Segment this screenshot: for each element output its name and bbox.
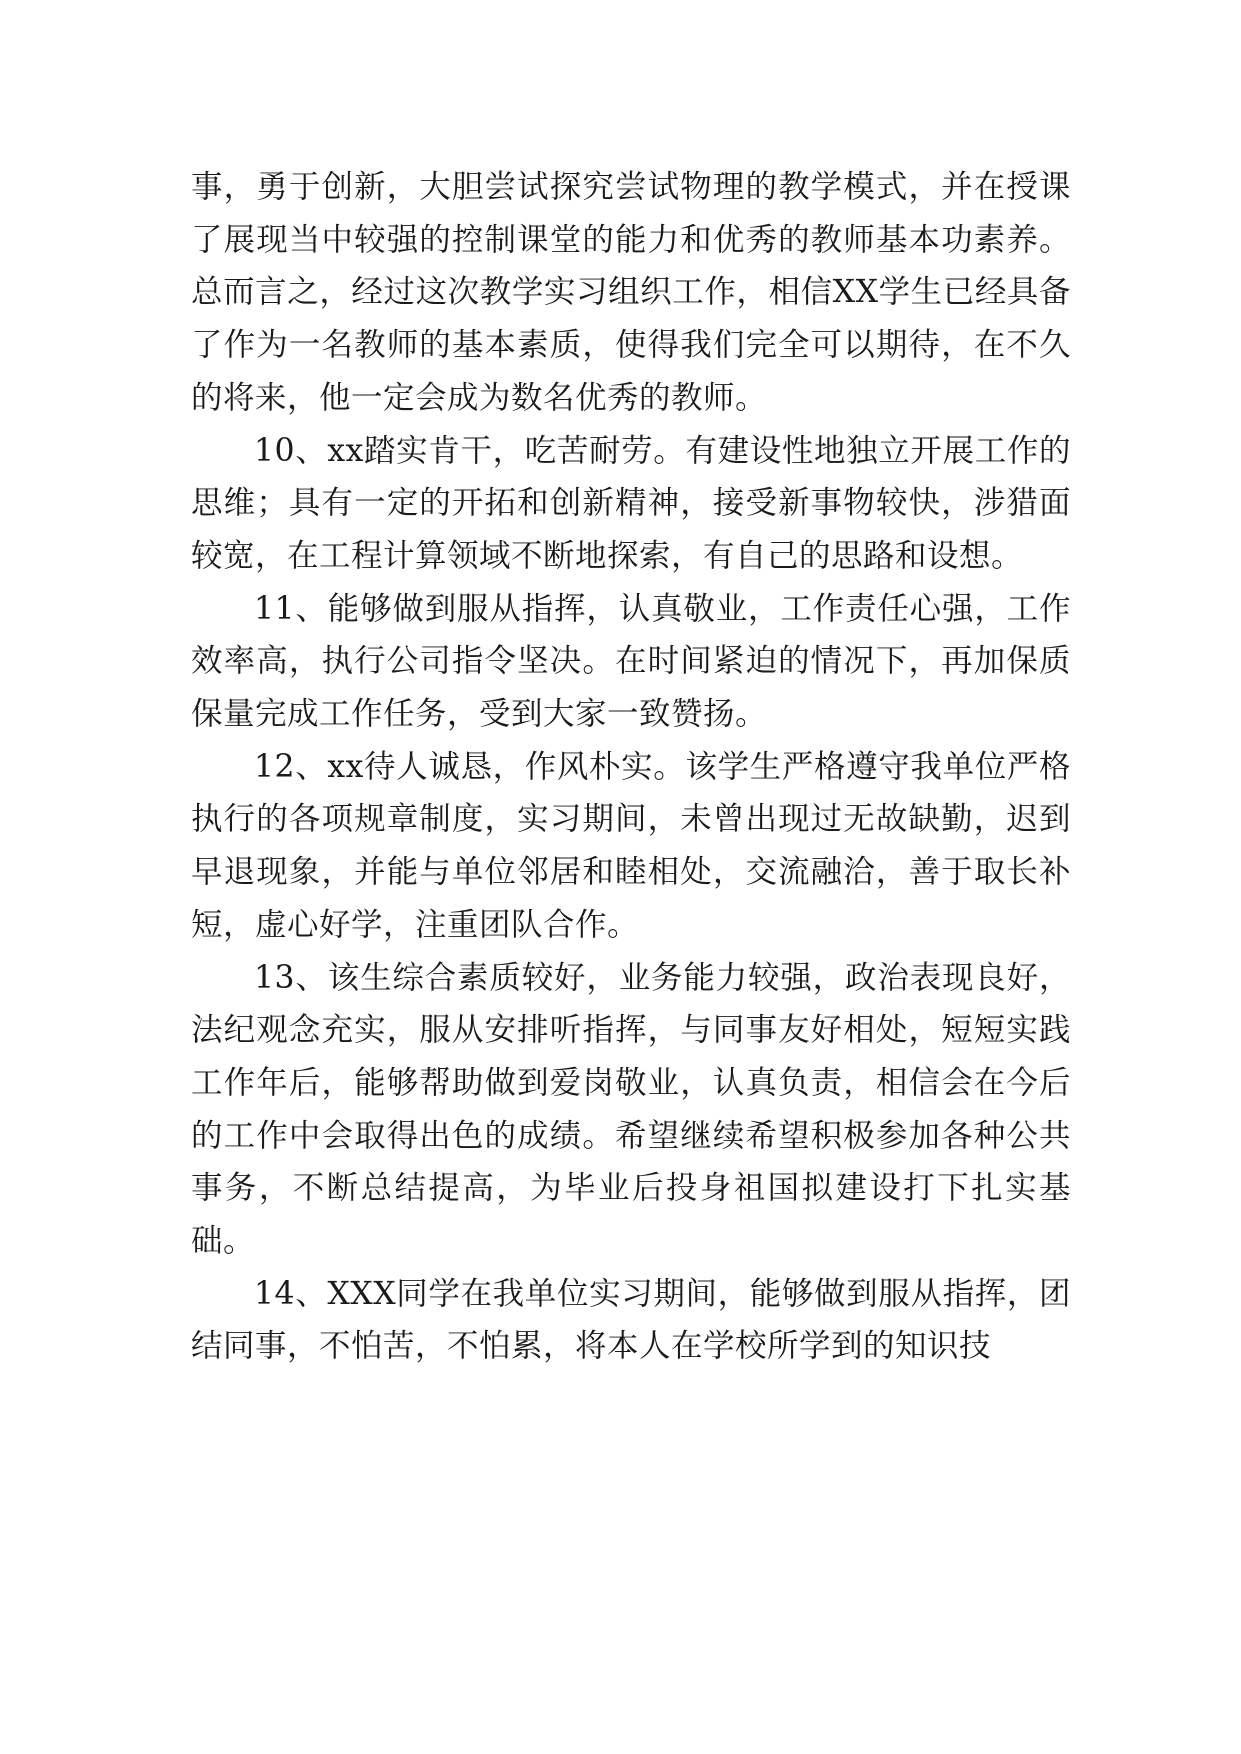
paragraph-item-13: 13、该生综合素质较好，业务能力较强，政治表现良好，法纪观念充实，服从安排听指挥，与同事友好相处，短短实践工作年后，能够帮助做到爱岗敬业，认真负责，相信会在今后的工作中会取得出色的成绩。希望继续希望积极参加各种公共事务，不断总结提高，为毕业后投身祖国拟建设打下扎实基础。 bbox=[191, 959, 1071, 1260]
paragraph-item-14: 14、XXX同学在我单位实习期间，能够做到服从指挥，团结同事，不怕苦，不怕累，将本人在学校所学到的知识技 bbox=[191, 1275, 1071, 1365]
paragraph-item-11: 11、能够做到服从指挥，认真敬业，工作责任心强，工作效率高，执行公司指令坚决。在时间紧迫的情况下，再加保质保量完成工作任务，受到大家一致赞扬。 bbox=[191, 590, 1071, 733]
paragraph-item-12: 12、xx待人诚恳，作风朴实。该学生严格遵守我单位严格执行的各项规章制度，实习期间，未曾出现过无故缺勤，迟到早退现象，并能与单位邻居和睦相处，交流融洽，善于取长补短，虚心好学，注重团队合作。 bbox=[191, 748, 1071, 943]
paragraph-continued: 事，勇于创新，大胆尝试探究尝试物理的教学模式，并在授课了展现当中较强的控制课堂的能力和优秀的教师基本功素养。总而言之，经过这次教学实习组织工作，相信XX学生已经具备了作为一名教师的基本素质，使得我们完全可以期待，在不久的将来，他一定会成为数名优秀的教师。 bbox=[191, 169, 1071, 416]
document-body bbox=[191, 161, 1071, 1373]
paragraph-item-10: 10、xx踏实肯干，吃苦耐劳。有建设性地独立开展工作的思维；具有一定的开拓和创新精神，接受新事物较快，涉猎面较宽，在工程计算领域不断地探索，有自己的思路和设想。 bbox=[191, 432, 1071, 574]
